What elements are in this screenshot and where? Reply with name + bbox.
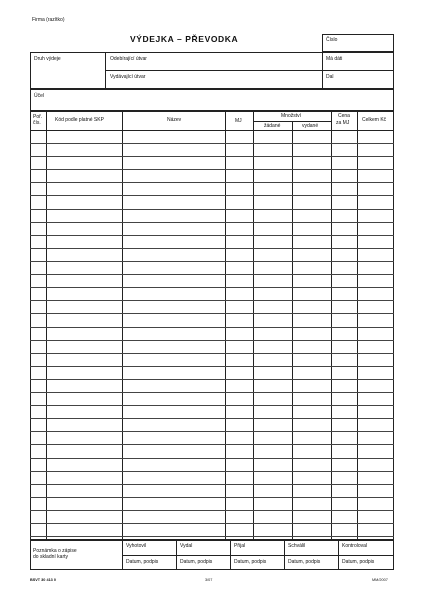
table-row-line [30,366,394,367]
items-table [30,111,394,540]
receiving-unit-label: Odebírající útvar [110,56,147,62]
table-row-line [30,300,394,301]
table-row-line [30,471,394,472]
page-code: 3/07 [205,578,213,582]
table-row-line [30,523,394,524]
table-row-line [30,274,394,275]
table-row-line [30,458,394,459]
debit-label: Má dáti [326,56,343,62]
col-quantity-issued: vydané [302,123,319,129]
prepared-label: Vyhotovil [126,543,147,549]
controller-date-sign: Datum, podpis [342,559,375,565]
prepared-date-sign: Datum, podpis [126,559,159,565]
col-name: Název [167,117,182,123]
table-row-line [30,353,394,354]
table-row-line [30,418,394,419]
controller-label: Kontroloval [342,543,368,549]
table-row-line [30,379,394,380]
table-row-line [30,222,394,223]
issued-by-date-sign: Datum, podpis [180,559,213,565]
table-row-line [30,497,394,498]
table-row-line [30,235,394,236]
note-label-line2: do skladní karty [33,554,69,560]
approved-date-sign: Datum, podpis [288,559,321,565]
col-row-no-line1: Poř. [33,114,43,120]
print-code: MM/2007 [372,578,388,582]
table-row-line [30,510,394,511]
table-row-line [30,169,394,170]
table-row-line [30,392,394,393]
issuing-unit-label: Vydávající útvar [110,74,146,80]
col-quantity-requested: žádané [264,123,281,129]
note-label-line1: Poznámka o zápise [33,548,77,554]
received-label: Přijal [234,543,246,549]
col-price-line1: Cena [338,113,350,119]
table-row-line [30,340,394,341]
table-row-line [30,248,394,249]
approved-label: Schválil [288,543,306,549]
number-label: Číslo [326,37,338,43]
table-row-line [30,156,394,157]
table-row-line [30,405,394,406]
table-row-line [30,261,394,262]
received-date-sign: Datum, podpis [234,559,267,565]
table-row-line [30,287,394,288]
form-code: BSVT 30 413 0 [30,578,56,582]
table-row-line [30,313,394,314]
table-row-line [30,444,394,445]
col-quantity: Množství [281,113,302,119]
company-stamp-label: Firma (razítko) [32,17,65,23]
table-row-line [30,484,394,485]
purpose-block [30,89,394,111]
table-row-line [30,143,394,144]
table-row-line [30,182,394,183]
table-row-line [30,536,394,537]
col-price-line2: za MJ [336,120,350,126]
table-row-line [30,209,394,210]
issued-by-label: Vydal [180,543,193,549]
table-row-line [30,327,394,328]
table-row-line [30,195,394,196]
credit-label: Dal [326,74,334,80]
col-total: Celkem Kč [362,117,387,123]
purpose-label: Účel [34,93,45,99]
page-title: VÝDEJKA – PŘEVODKA [130,34,239,44]
col-skp-code: Kód podle platné SKP [55,117,104,123]
table-row-line [30,431,394,432]
col-unit: MJ [235,118,242,124]
col-row-no-line2: čís. [33,120,41,126]
issue-type-label: Druh výdeje [34,56,61,62]
